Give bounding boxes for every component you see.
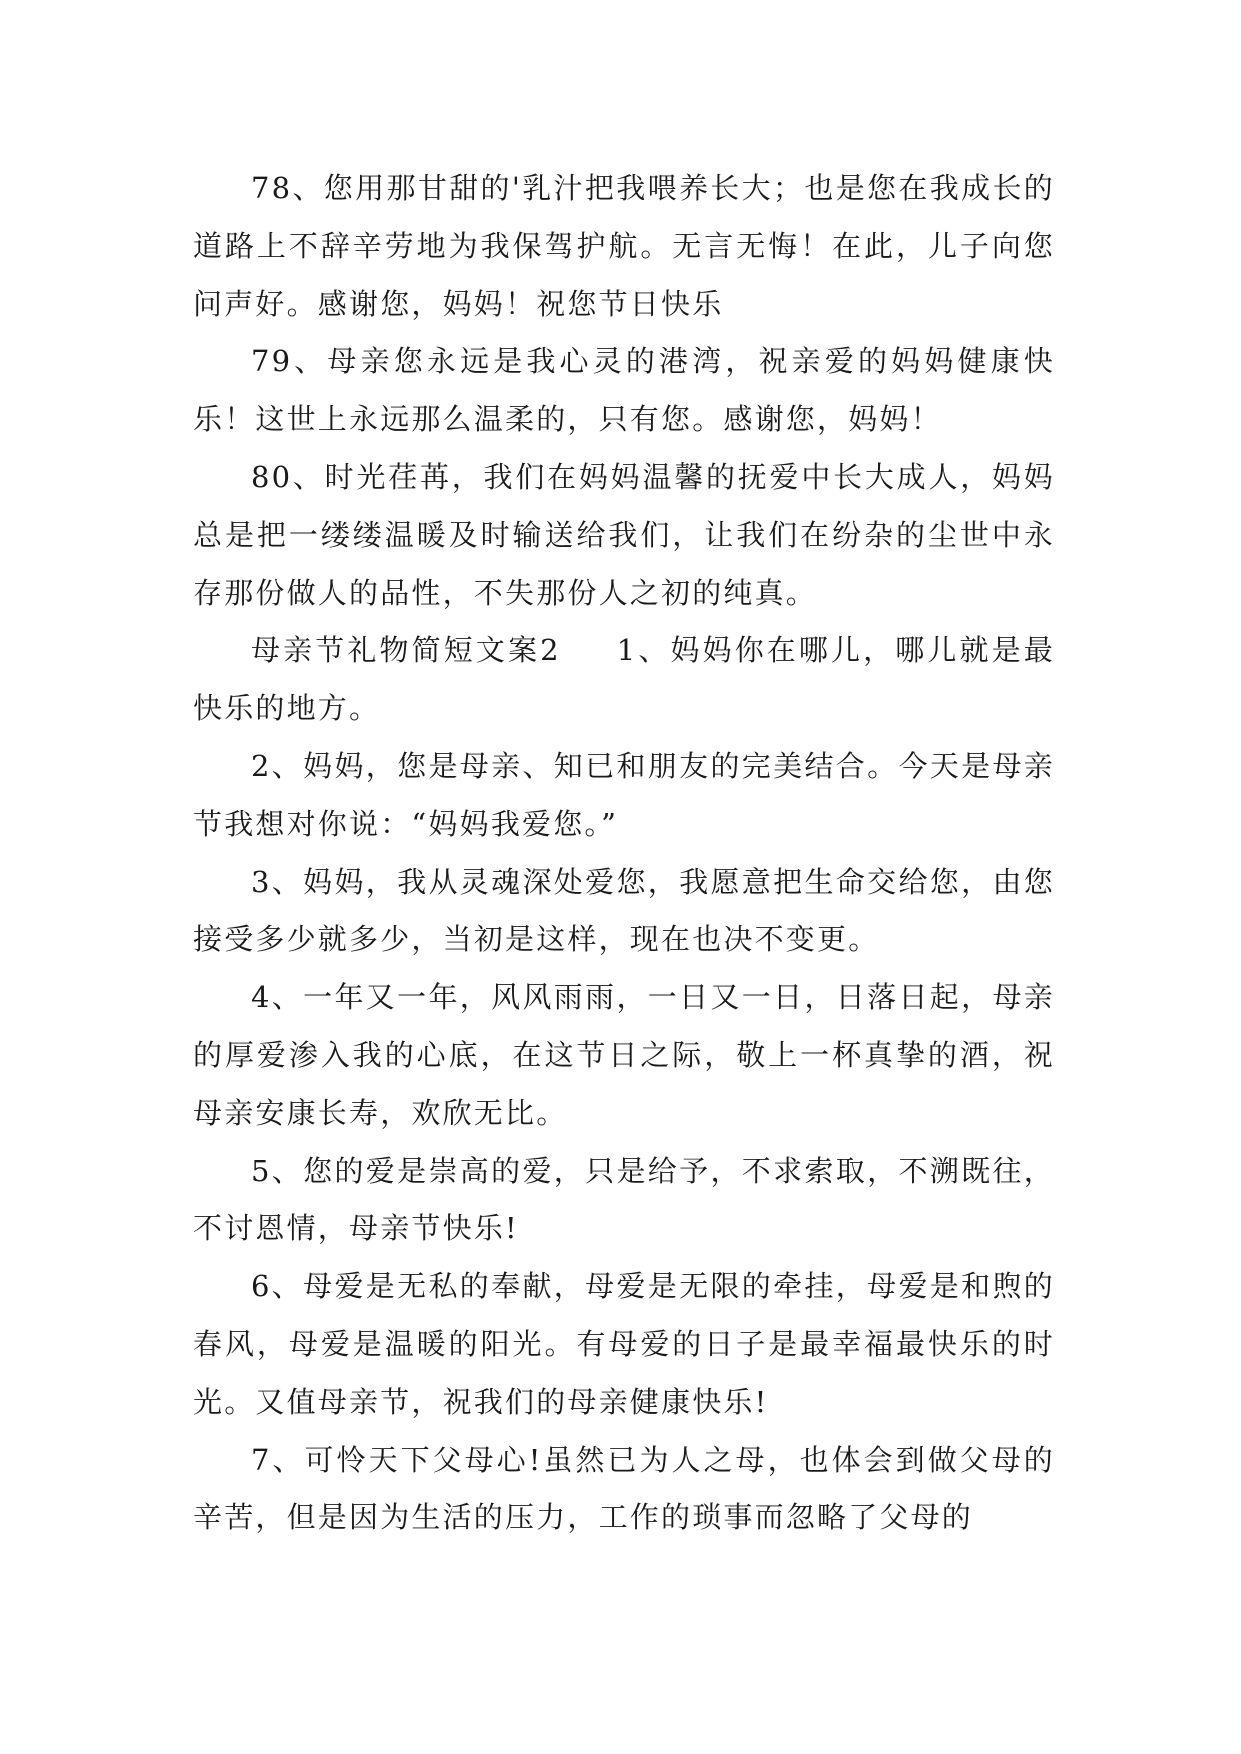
- document-body: [193, 160, 1055, 1547]
- list-item-5: 5、您的爱是崇高的爱，只是给予，不求索取，不溯既往，不讨恩情，母亲节快乐!: [193, 1153, 1055, 1246]
- list-item-7: 7、可怜天下父母心!虽然已为人之母，也体会到做父母的辛苦，但是因为生活的压力，工作的琐事而忽略了父母的: [193, 1442, 1055, 1535]
- paragraph-80: 80、时光荏苒，我们在妈妈温馨的抚爱中长大成人，妈妈总是把一缕缕温暖及时输送给我们，让我们在纷杂的尘世中永存那份做人的品性，不失那份人之初的纯真。: [193, 459, 1055, 610]
- paragraph-79: 79、母亲您永远是我心灵的港湾，祝亲爱的妈妈健康快乐！这世上永远那么温柔的，只有您。感谢您，妈妈！: [193, 344, 1055, 437]
- section-heading: 母亲节礼物简短文案2: [251, 633, 561, 668]
- list-item-1: 1、妈妈你在哪儿，哪儿就是最快乐的地方。: [193, 633, 1055, 726]
- list-item-3: 3、妈妈，我从灵魂深处爱您，我愿意把生命交给您，由您接受多少就多少，当初是这样，现在也决不变更。: [193, 864, 1055, 957]
- list-item-2: 2、妈妈，您是母亲、知已和朋友的完美结合。今天是母亲节我想对你说：“妈妈我爱您。”: [193, 748, 1055, 841]
- section-paragraph: [193, 622, 1055, 738]
- list-item-4: 4、一年又一年，风风雨雨，一日又一日，日落日起，母亲的厚爱渗入我的心底，在这节日之际，敬上一杯真挚的酒，祝母亲安康长寿，欢欣无比。: [193, 980, 1055, 1130]
- paragraph-78: 78、您用那甘甜的'乳汁把我喂养长大；也是您在我成长的道路上不辞辛劳地为我保驾护航。无言无悔！在此，儿子向您问声好。感谢您，妈妈！祝您节日快乐: [193, 171, 1055, 321]
- list-item-6: 6、母爱是无私的奉献，母爱是无限的牵挂，母爱是和煦的春风，母爱是温暖的阳光。有母爱的日子是最幸福最快乐的时光。又值母亲节，祝我们的母亲健康快乐!: [193, 1269, 1055, 1419]
